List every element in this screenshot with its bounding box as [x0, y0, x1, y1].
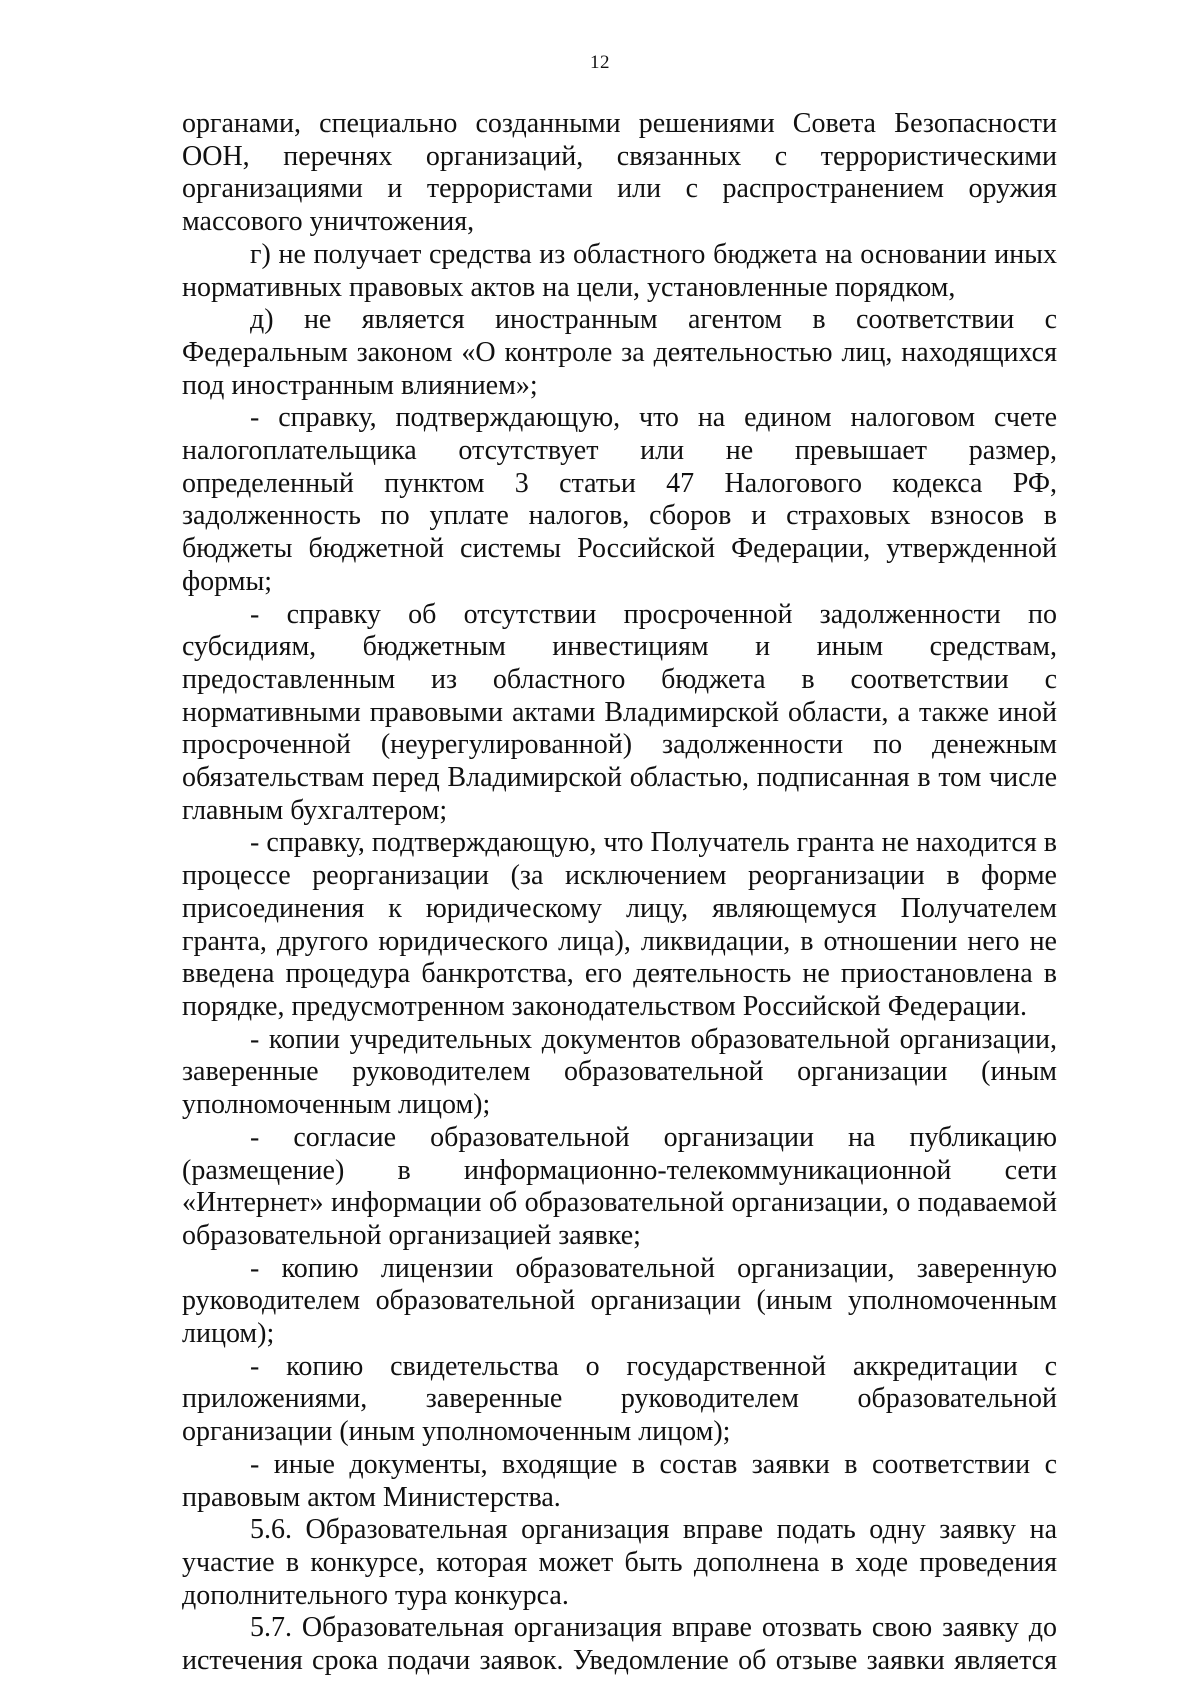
paragraph-clause-5-7: 5.7. Образовательная организация вправе отозвать свою заявку до истечения срока подачи заявок. Уведомление об отзыве заявки является [182, 1612, 1057, 1677]
paragraph-item-d: д) не является иностранным агентом в соответствии с Федеральным законом «О контроле за деятельностью лиц, находящихся под иностранным влиянием»; [182, 304, 1057, 401]
paragraph-accreditation-copy: - копию свидетельства о государственной аккредитации с приложениями, заверенные руководителем образовательной организации (иным уполномоченным лицом); [182, 1350, 1057, 1448]
paragraph-item-g: г) не получает средства из областного бюджета на основании иных нормативных правовых актов на цели, установленные порядком, [182, 238, 1057, 303]
page-number: 12 [590, 52, 610, 73]
paragraph-tax-certificate: - справку, подтверждающую, что на едином налоговом счете налогоплательщика отсутствует или не превышает размер, определенный пунктом 3 статьи 47 Налогового кодекса РФ, задолженность по уплате налогов, сборов и страховых взносов в бюджеты бюджетной системы Российской Федерации, утвержденной формы; [182, 402, 1057, 597]
paragraph-other-documents: - иные документы, входящие в состав заявки в соответствии с правовым актом Министерства. [182, 1448, 1057, 1513]
document-body [182, 108, 1057, 1678]
paragraph-license-copy: - копию лицензии образовательной организации, заверенную руководителем образовательной организации (иным уполномоченным лицом); [182, 1252, 1057, 1350]
paragraph-debt-certificate: - справку об отсутствии просроченной задолженности по субсидиям, бюджетным инвестициям и иным средствам, предоставленным из областного бюджета в соответствии с нормативными правовыми актами Владимирской области, а также иной просроченной (неурегулированной) задолженности по денежным обязательствам перед Владимирской областью, подписанная в том числе главным бухгалтером; [182, 598, 1057, 826]
paragraph-founding-documents: - копии учредительных документов образовательной организации, заверенные руководителем образовательной организации (иным уполномоченным лицом); [182, 1023, 1057, 1121]
paragraph-publication-consent: - согласие образовательной организации на публикацию (размещение) в информационно-телекоммуникационной сети «Интернет» информации об образовательной организации, о подаваемой образовательной организацией заявке; [182, 1121, 1057, 1251]
paragraph-clause-5-6: 5.6. Образовательная организация вправе подать одну заявку на участие в конкурсе, которая может быть дополнена в ходе проведения дополнительного тура конкурса. [182, 1514, 1057, 1611]
paragraph-reorganization-certificate: - справку, подтверждающую, что Получатель гранта не находится в процессе реорганизации (за исключением реорганизации в форме присоединения к юридическому лицу, являющемуся Получателем гранта, другого юридического лица), ликвидации, в отношении него не введена процедура банкротства, его деятельность не приостановлена в порядке, предусмотренном законодательством Российской Федерации. [182, 827, 1057, 1022]
paragraph-sanctions-list: органами, специально созданными решениями Совета Безопасности ООН, перечнях организаций, связанных с террористическими организациями и террористами или с распространением оружия массового уничтожения, [182, 108, 1057, 238]
